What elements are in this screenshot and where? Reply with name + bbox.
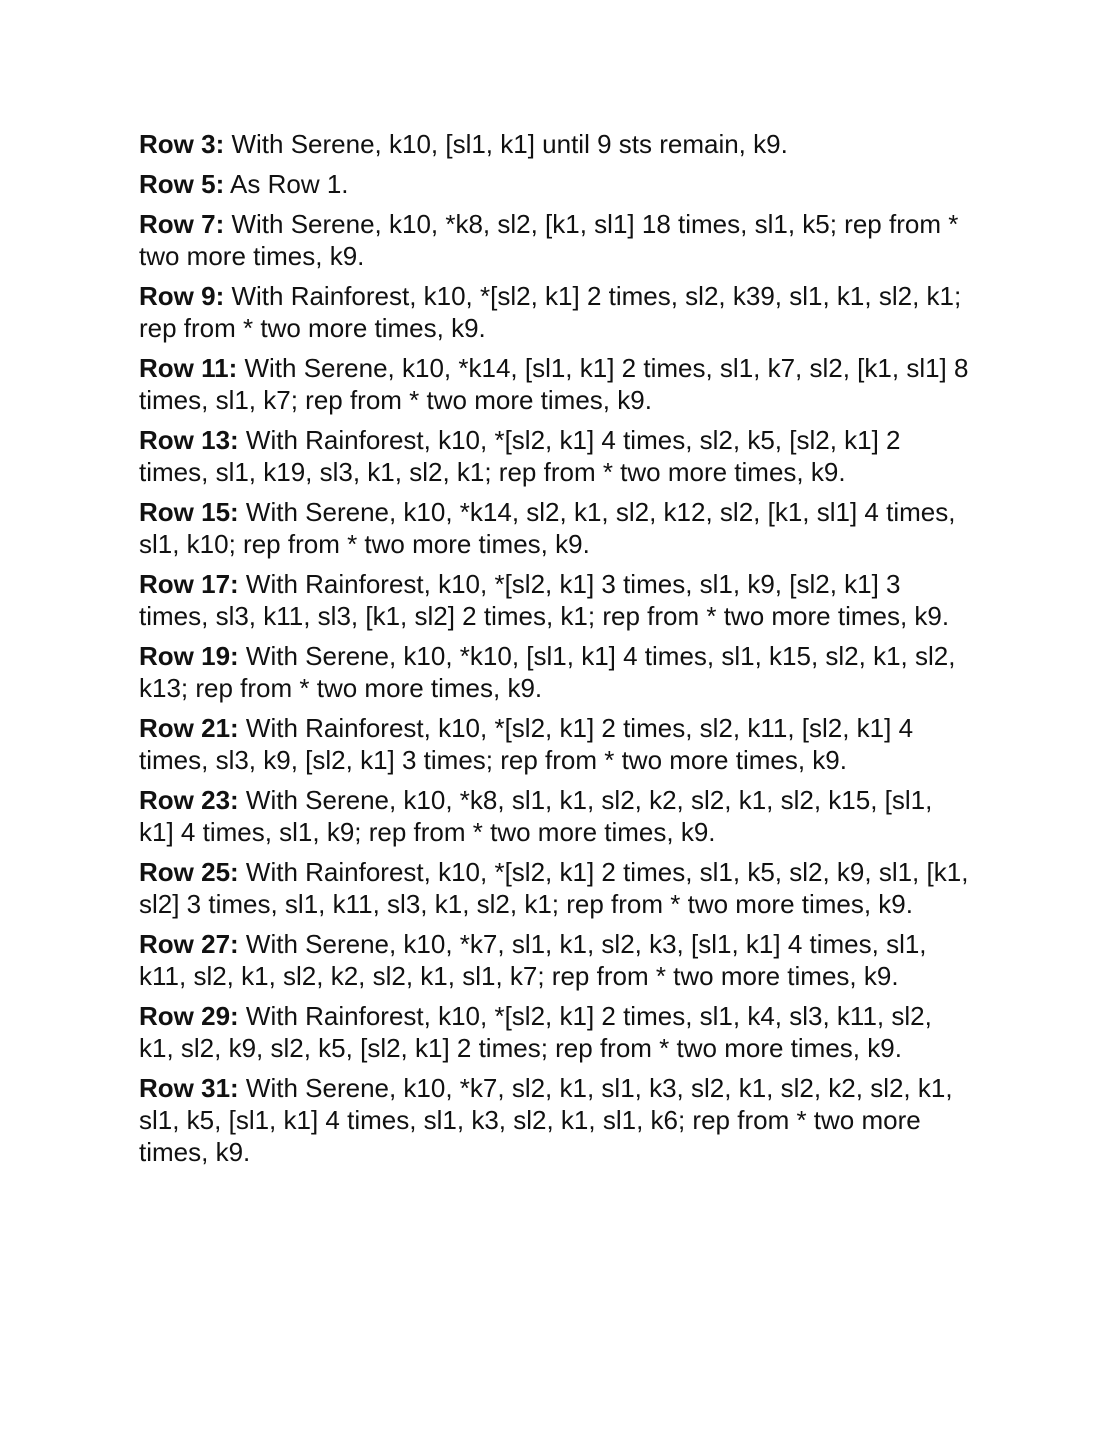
row-label: Row 3: [139,129,225,159]
row-text: With Serene, k10, *k14, sl2, k1, sl2, k12, sl2, [k1, sl1] 4 times, sl1, k10; rep from * two more times, k9. [139,497,956,559]
row-text: With Serene, k10, *k7, sl1, k1, sl2, k3, [sl1, k1] 4 times, sl1, k11, sl2, k1, sl2, k2, sl2, k1, sl1, k7; rep from * two more times, k9. [139,929,927,991]
row-label: Row 11: [139,353,238,383]
row-text: With Rainforest, k10, *[sl2, k1] 2 times, sl1, k4, sl3, k11, sl2, k1, sl2, k9, sl2, k5, [sl2, k1] 2 times; rep from * two more times, k9. [139,1001,932,1063]
row-label: Row 29: [139,1001,239,1031]
row-label: Row 21: [139,713,239,743]
row-17-instruction [139,568,971,632]
row-text: With Serene, k10, *k14, [sl1, k1] 2 times, sl1, k7, sl2, [k1, sl1] 8 times, sl1, k7; rep from * two more times, k9. [139,353,969,415]
row-label: Row 17: [139,569,239,599]
row-label: Row 9: [139,281,225,311]
row-11-instruction [139,352,971,416]
row-31-instruction [139,1072,971,1168]
row-27-instruction [139,928,971,992]
row-13-instruction [139,424,971,488]
row-text: With Rainforest, k10, *[sl2, k1] 3 times, sl1, k9, [sl2, k1] 3 times, sl3, k11, sl3, [k1, sl2] 2 times, k1; rep from * two more times, k9. [139,569,950,631]
row-text: With Rainforest, k10, *[sl2, k1] 4 times, sl2, k5, [sl2, k1] 2 times, sl1, k19, sl3, k1, sl2, k1; rep from * two more times, k9. [139,425,901,487]
row-29-instruction [139,1000,971,1064]
row-7-instruction [139,208,971,272]
row-21-instruction [139,712,971,776]
row-text: With Serene, k10, *k7, sl2, k1, sl1, k3, sl2, k1, sl2, k2, sl2, k1, sl1, k5, [sl1, k1] 4 times, sl1, k3, sl2, k1, sl1, k6; rep from * two more times, k9. [139,1073,953,1167]
row-text: With Rainforest, k10, *[sl2, k1] 2 times, sl1, k5, sl2, k9, sl1, [k1, sl2] 3 times, sl1, k11, sl3, k1, sl2, k1; rep from * two more times, k9. [139,857,969,919]
row-text: With Rainforest, k10, *[sl2, k1] 2 times, sl2, k39, sl1, k1, sl2, k1; rep from * two more times, k9. [139,281,962,343]
row-19-instruction [139,640,971,704]
row-label: Row 25: [139,857,239,887]
row-label: Row 7: [139,209,225,239]
row-label: Row 15: [139,497,239,527]
row-9-instruction [139,280,971,344]
row-label: Row 19: [139,641,239,671]
row-3-instruction [139,128,971,160]
row-15-instruction [139,496,971,560]
row-label: Row 13: [139,425,239,455]
row-text: With Serene, k10, *k10, [sl1, k1] 4 times, sl1, k15, sl2, k1, sl2, k13; rep from * two more times, k9. [139,641,956,703]
row-text: With Serene, k10, *k8, sl1, k1, sl2, k2, sl2, k1, sl2, k15, [sl1, k1] 4 times, sl1, k9; rep from * two more times, k9. [139,785,933,847]
row-label: Row 5: [139,169,225,199]
row-label: Row 23: [139,785,239,815]
row-text: As Row 1. [230,169,349,199]
row-label: Row 31: [139,1073,239,1103]
row-25-instruction [139,856,971,920]
row-label: Row 27: [139,929,239,959]
pattern-instructions [139,128,971,1176]
row-5-instruction [139,168,971,200]
row-text: With Serene, k10, [sl1, k1] until 9 sts remain, k9. [231,129,788,159]
row-text: With Serene, k10, *k8, sl2, [k1, sl1] 18 times, sl1, k5; rep from * two more times, k9. [139,209,959,271]
row-text: With Rainforest, k10, *[sl2, k1] 2 times, sl2, k11, [sl2, k1] 4 times, sl3, k9, [sl2, k1] 3 times; rep from * two more times, k9. [139,713,914,775]
row-23-instruction [139,784,971,848]
